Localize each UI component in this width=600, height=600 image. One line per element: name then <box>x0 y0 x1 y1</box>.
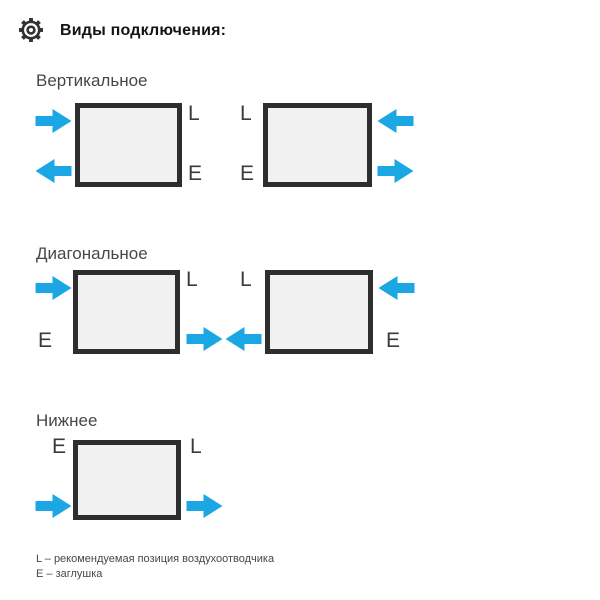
port-label-l: L <box>240 102 252 125</box>
port-label-l: L <box>188 102 200 125</box>
port-label-e: E <box>52 435 67 458</box>
radiator-box <box>73 270 180 354</box>
radiator-box <box>265 270 373 354</box>
port-label-l: L <box>186 268 198 291</box>
arrow-right-icon <box>377 159 414 183</box>
arrow-right-icon <box>186 327 223 351</box>
radiator-box <box>75 103 182 187</box>
arrow-right-icon <box>35 494 72 518</box>
arrow-right-icon <box>35 109 72 133</box>
legend-line-e: E – заглушка <box>36 568 103 580</box>
radiator-box <box>73 440 181 520</box>
port-label-l: L <box>190 435 202 458</box>
port-label-e: E <box>240 162 255 185</box>
arrow-left-icon <box>378 276 415 300</box>
section-title-vertical: Вертикальное <box>36 71 148 90</box>
arrow-left-icon <box>225 327 262 351</box>
legend-line-l: L – рекомендуемая позиция воздухоотводчика <box>36 553 275 565</box>
arrow-right-icon <box>186 494 223 518</box>
arrow-left-icon <box>377 109 414 133</box>
port-label-e: E <box>188 162 203 185</box>
section-title-diagonal: Диагональное <box>36 244 148 263</box>
port-label-e: E <box>38 329 53 352</box>
arrow-right-icon <box>35 276 72 300</box>
page-title: Виды подключения: <box>60 22 227 39</box>
gear-icon <box>16 15 46 45</box>
arrow-left-icon <box>35 159 72 183</box>
radiator-box <box>263 103 372 187</box>
port-label-l: L <box>240 268 252 291</box>
section-title-bottom: Нижнее <box>36 411 98 430</box>
port-label-e: E <box>386 329 401 352</box>
